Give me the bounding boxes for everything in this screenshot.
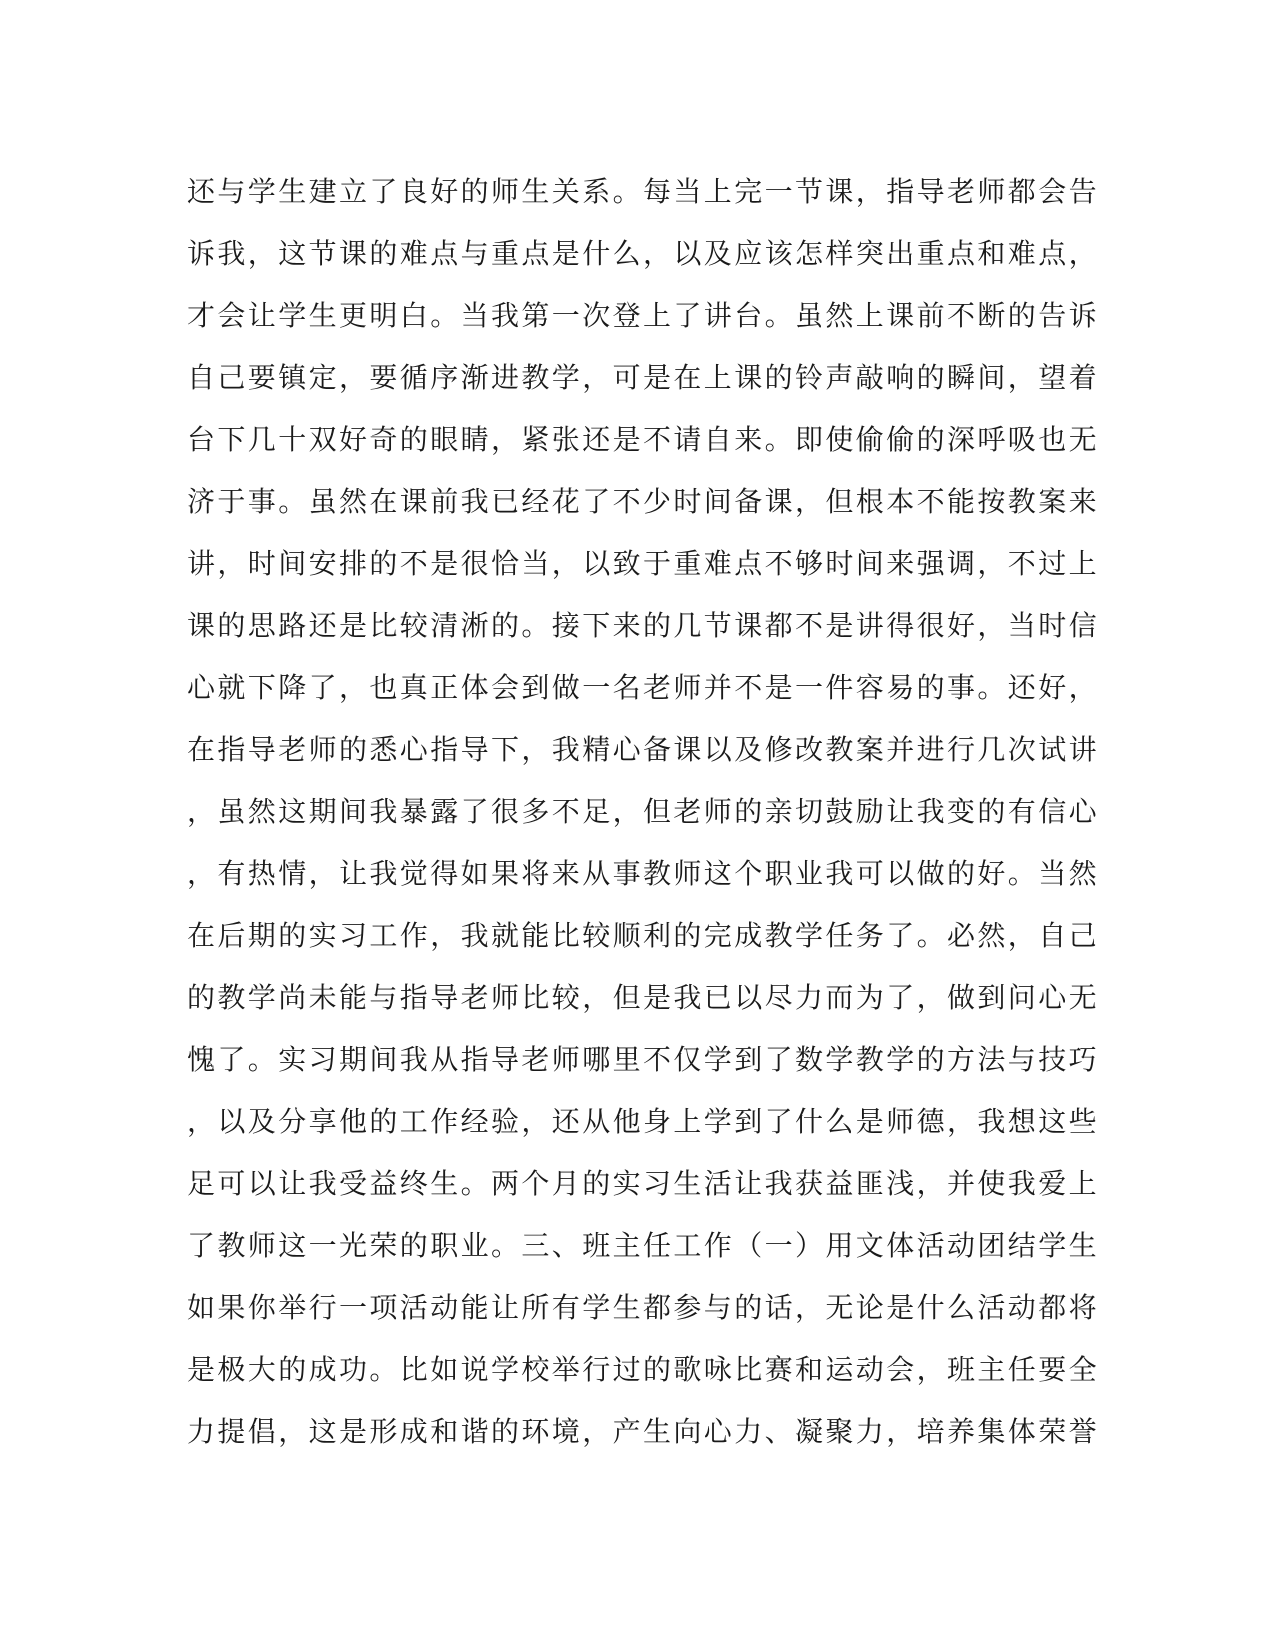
text-line: 的教学尚未能与指导老师比较，但是我已以尽力而为了，做到问心无 [187,981,1100,1014]
text-line: 是极大的成功。比如说学校举行过的歌咏比赛和运动会，班主任要全 [187,1353,1100,1386]
text-line: 了教师这一光荣的职业。三、班主任工作（一）用文体活动团结学生 [187,1229,1100,1262]
text-line: 在指导老师的悉心指导下，我精心备课以及修改教案并进行几次试讲 [187,733,1100,766]
text-line: 台下几十双好奇的眼睛，紧张还是不请自来。即使偷偷的深呼吸也无 [187,423,1100,456]
text-line: 诉我，这节课的难点与重点是什么，以及应该怎样突出重点和难点， [187,237,1100,270]
text-line: 自己要镇定，要循序渐进教学，可是在上课的铃声敲响的瞬间，望着 [187,361,1100,394]
text-line: ，虽然这期间我暴露了很多不足，但老师的亲切鼓励让我变的有信心 [187,795,1100,828]
text-line: 力提倡，这是形成和谐的环境，产生向心力、凝聚力，培养集体荣誉 [187,1415,1100,1448]
text-line: ，有热情，让我觉得如果将来从事教师这个职业我可以做的好。当然 [187,857,1100,890]
text-line: ，以及分享他的工作经验，还从他身上学到了什么是师德，我想这些 [187,1105,1100,1138]
text-line: 课的思路还是比较清淅的。接下来的几节课都不是讲得很好，当时信 [187,609,1100,642]
text-line: 济于事。虽然在课前我已经花了不少时间备课，但根本不能按教案来 [187,485,1100,518]
text-line: 心就下降了，也真正体会到做一名老师并不是一件容易的事。还好， [187,671,1100,704]
text-line: 才会让学生更明白。当我第一次登上了讲台。虽然上课前不断的告诉 [187,299,1100,332]
text-line: 愧了。实习期间我从指导老师哪里不仅学到了数学教学的方法与技巧 [187,1043,1100,1076]
text-line: 还与学生建立了良好的师生关系。每当上完一节课，指导老师都会告 [187,175,1100,208]
text-line: 如果你举行一项活动能让所有学生都参与的话，无论是什么活动都将 [187,1291,1100,1324]
body-text [187,161,1100,1463]
text-line: 讲，时间安排的不是很恰当，以致于重难点不够时间来强调，不过上 [187,547,1100,580]
text-line: 在后期的实习工作，我就能比较顺利的完成教学任务了。必然，自己 [187,919,1100,952]
text-line: 足可以让我受益终生。两个月的实习生活让我获益匪浅，并使我爱上 [187,1167,1100,1200]
